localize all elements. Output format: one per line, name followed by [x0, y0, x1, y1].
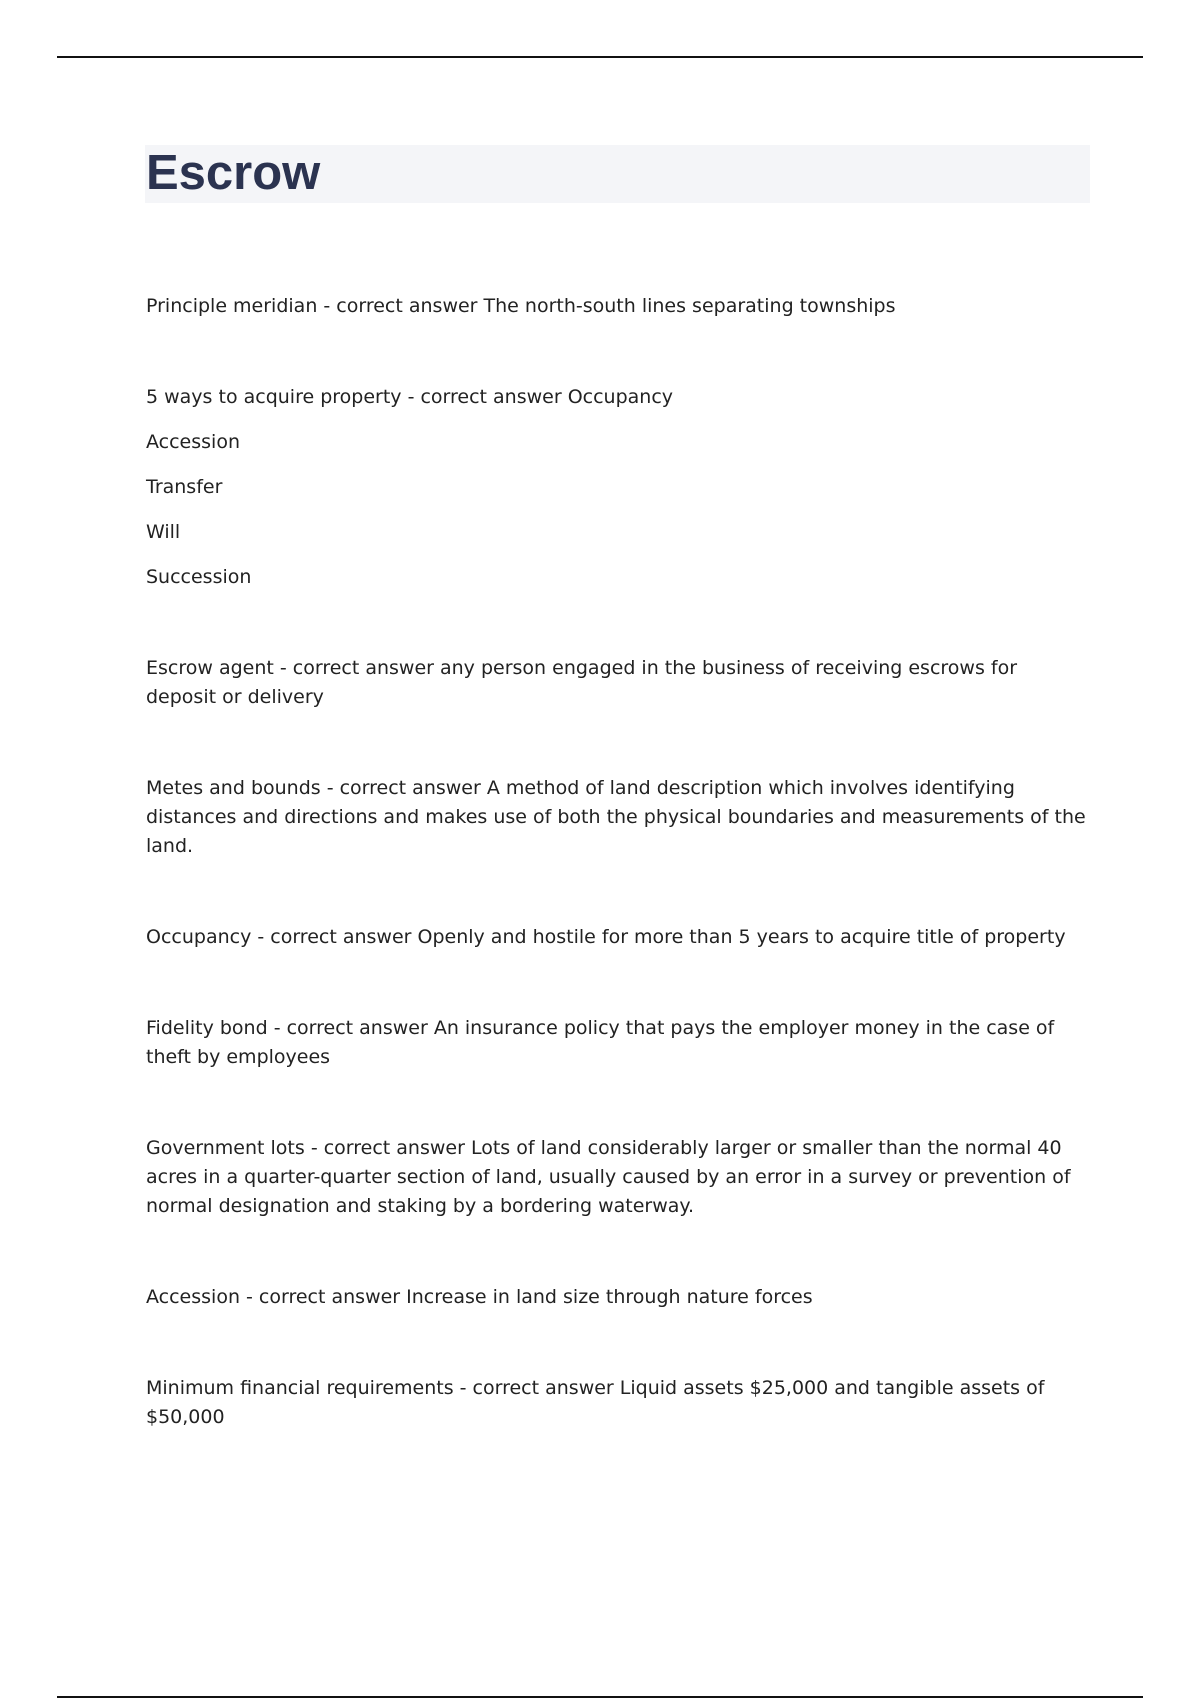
list-item: Transfer	[146, 476, 223, 498]
entry-text: Escrow agent - correct answer any person engaged in the business of receiving escrows for deposit or delivery	[146, 657, 1018, 708]
flashcard-entry-fidelity-bond	[146, 1014, 1091, 1072]
list-item: Accession	[146, 431, 240, 453]
flashcard-entry-ways-to-acquire	[146, 383, 1091, 592]
entry-text: Metes and bounds - correct answer A method of land description which involves identifying distances and directions and makes use of both the physical boundaries and measurements of the land.	[146, 777, 1086, 857]
entry-text: 5 ways to acquire property - correct answer Occupancy	[146, 386, 674, 408]
list-item: Succession	[146, 566, 252, 588]
flashcard-entry-accession	[146, 1283, 1091, 1312]
list-item: Will	[146, 521, 181, 543]
entry-text: Government lots - correct answer Lots of land considerably larger or smaller than the normal 40 acres in a quarter-quarter section of land, usually caused by an error in a survey or prevention of normal designation and staking by a bordering waterway.	[146, 1137, 1071, 1217]
flashcard-entry-escrow-agent	[146, 654, 1091, 712]
entry-text: Principle meridian - correct answer The north-south lines separating townships	[146, 295, 896, 317]
flashcard-entry-government-lots	[146, 1134, 1091, 1221]
flashcard-entry-occupancy	[146, 923, 1091, 952]
entry-text: Fidelity bond - correct answer An insurance policy that pays the employer money in the case of theft by employees	[146, 1017, 1055, 1068]
entry-text: Minimum financial requirements - correct answer Liquid assets $25,000 and tangible assets of $50,000	[146, 1377, 1045, 1428]
flashcard-list	[146, 292, 1091, 1494]
entry-text: Occupancy - correct answer Openly and hostile for more than 5 years to acquire title of property	[146, 926, 1066, 948]
page-title: Escrow	[146, 146, 321, 200]
bottom-rule	[57, 1696, 1143, 1698]
flashcard-entry-metes-and-bounds	[146, 774, 1091, 861]
flashcard-entry-principle-meridian	[146, 292, 1091, 321]
top-rule	[57, 56, 1143, 58]
flashcard-entry-minimum-financial	[146, 1374, 1091, 1432]
entry-text: Accession - correct answer Increase in land size through nature forces	[146, 1286, 813, 1308]
